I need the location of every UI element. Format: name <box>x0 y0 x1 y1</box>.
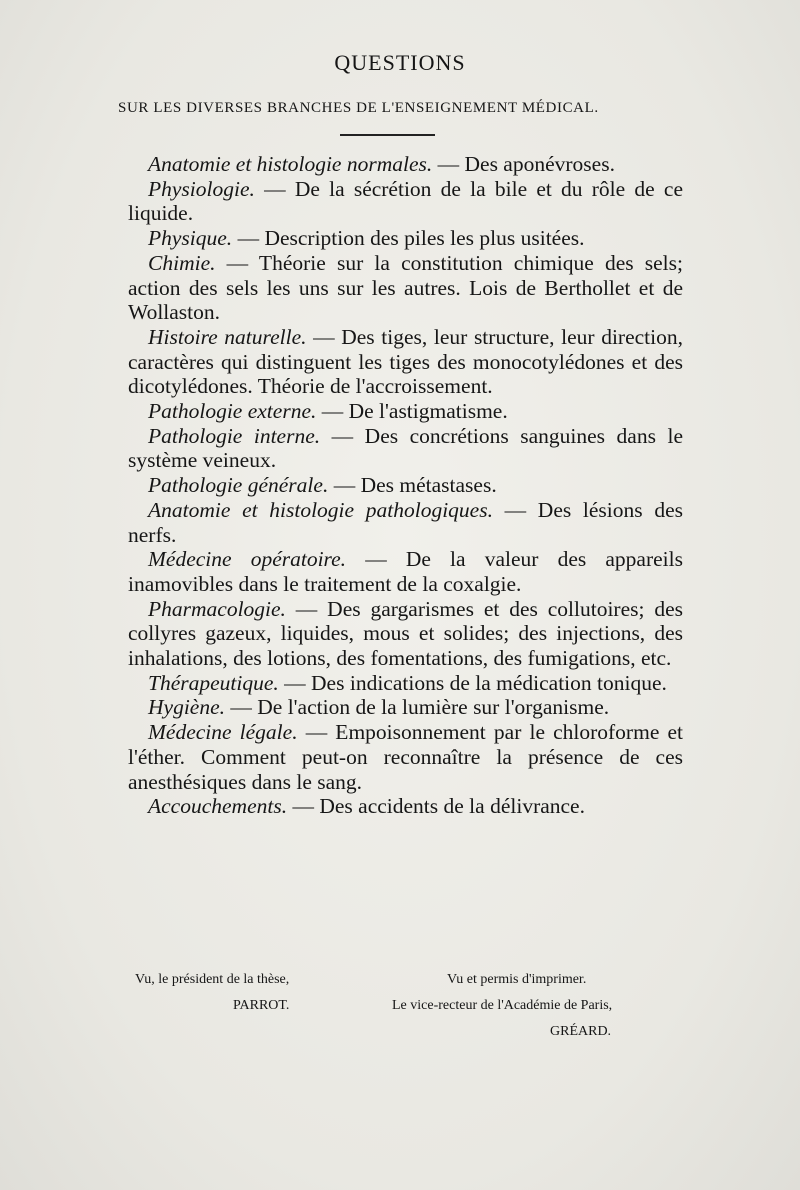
question-text: — De l'action de la lumière sur l'organisme. <box>225 695 610 720</box>
title-divider <box>340 134 435 136</box>
question-item <box>128 325 683 399</box>
print-permission-line: Vu et permis d'imprimer. <box>447 972 587 987</box>
question-subject: Histoire naturelle. <box>148 324 307 349</box>
question-text: — De l'astigmatisme. <box>316 399 508 424</box>
question-text: — Des tiges, leur structure, leur direction, caractères qui distinguent les tiges des monocotylédones et des dicotylédones. Théorie de l'accroissement. <box>128 324 683 399</box>
question-item <box>128 547 683 596</box>
question-text: — Des lésions des nerfs. <box>128 497 683 547</box>
question-item <box>128 695 683 720</box>
question-text: — Des gargarismes et des collutoires; des collyres gazeux, liquides, mous et solides; des injections, des inhalations, des lotions, des fomentations, des fumigations, etc. <box>128 596 683 671</box>
question-text: — De la sécrétion de la bile et du rôle de ce liquide. <box>128 176 683 226</box>
question-subject: Pathologie générale. <box>148 473 329 498</box>
question-item <box>128 399 683 424</box>
question-item <box>128 720 683 794</box>
president-approval-line: Vu, le président de la thèse, <box>135 972 290 987</box>
question-text: — Empoisonnement par le chloroforme et l'éther. Comment peut-on reconnaître la présence de ces anesthésiques dans le sang. <box>128 720 683 794</box>
question-text: — Des indications de la médication tonique. <box>278 670 667 695</box>
question-text: — Théorie sur la constitution chimique des sels; action des sels les uns sur les autres. Lois de Berthollet et de Wollaston. <box>128 250 683 325</box>
question-item <box>128 226 683 251</box>
question-subject: Pharmacologie. <box>148 596 286 621</box>
vice-rector-title: Le vice-recteur de l'Académie de Paris, <box>392 998 613 1013</box>
question-subject: Médecine opératoire. <box>148 547 347 572</box>
vice-rector-name: GRÉARD. <box>550 1024 612 1039</box>
question-subject: Pathologie interne. <box>148 423 321 448</box>
question-item <box>128 251 683 325</box>
question-item <box>128 177 683 226</box>
question-item <box>128 794 683 819</box>
question-item <box>128 597 683 671</box>
question-subject: Physiologie. <box>148 176 255 201</box>
question-subject: Médecine légale. <box>148 720 298 745</box>
question-item <box>128 152 683 177</box>
question-item <box>128 424 683 473</box>
question-item <box>128 498 683 547</box>
questions-list <box>128 152 683 819</box>
question-text: — De la valeur des appareils inamovibles dans le traitement de la coxalgie. <box>128 547 683 596</box>
question-text: — Des accidents de la délivrance. <box>287 794 585 819</box>
question-subject: Anatomie et histologie normales. <box>148 152 433 176</box>
question-text: — Des métastases. <box>328 473 497 498</box>
question-item <box>128 671 683 696</box>
question-text: — Description des piles les plus usitées. <box>232 226 585 251</box>
question-subject: Hygiène. <box>148 695 226 720</box>
question-subject: Physique. <box>148 226 233 251</box>
page-subtitle: SUR LES DIVERSES BRANCHES DE L'ENSEIGNEMENT MÉDICAL. <box>118 100 599 116</box>
question-text: — Des aponévroses. <box>432 152 615 176</box>
question-subject: Chimie. <box>148 250 216 275</box>
question-subject: Accouchements. <box>148 794 288 819</box>
question-subject: Thérapeutique. <box>148 670 279 695</box>
page-title: QUESTIONS <box>334 50 466 75</box>
question-text: — Des concrétions sanguines dans le système veineux. <box>128 423 683 473</box>
question-subject: Anatomie et histologie pathologiques. <box>148 497 493 522</box>
question-item <box>128 473 683 498</box>
president-name: PARROT. <box>233 998 290 1013</box>
question-subject: Pathologie externe. <box>148 399 317 424</box>
